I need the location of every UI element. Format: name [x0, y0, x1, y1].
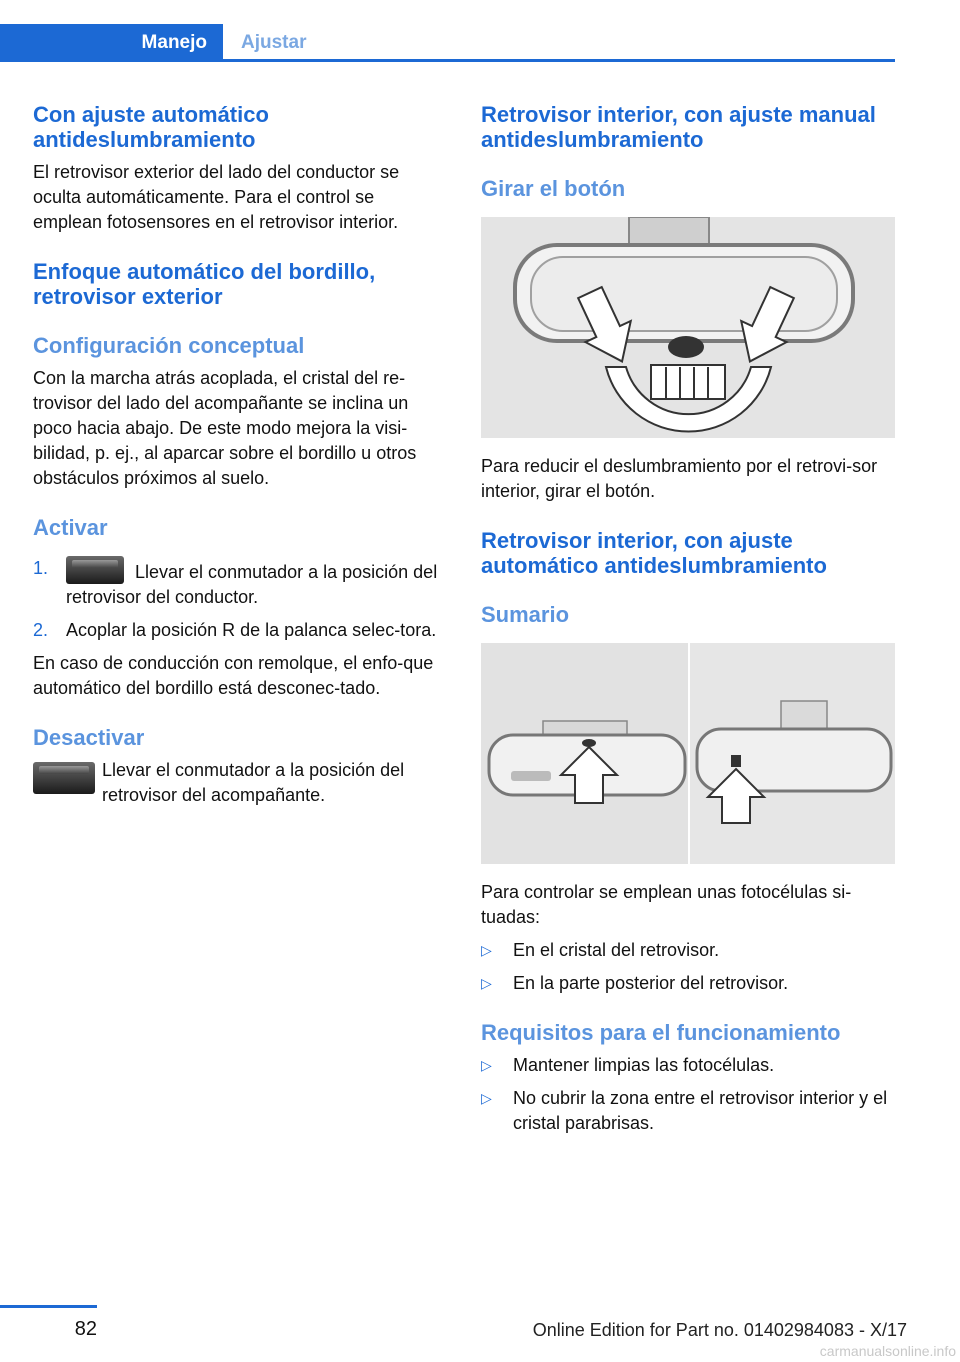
step-text: Llevar el conmutador a la posición del retrovisor del conductor.: [66, 562, 438, 607]
mirror-switch-icon: [33, 762, 95, 794]
heading-requirements: Requisitos para el funcionamiento: [481, 1020, 841, 1045]
requirements-list: [481, 1053, 895, 1136]
list-item: [481, 1053, 895, 1078]
summary-list: [481, 938, 895, 996]
list-item-text: Mantener limpias las fotocélulas.: [513, 1055, 775, 1075]
step-number: 1.: [33, 558, 49, 578]
step-text: Acoplar la posición R de la palanca selec‐tora.: [66, 620, 437, 640]
heading-curb: Enfoque automático del bordillo, retrovisor exterior: [33, 259, 376, 309]
watermark: carmanualsonline.info: [819, 1343, 956, 1359]
triangle-right-icon: ▷: [481, 1090, 492, 1106]
heading-concept: Configuración conceptual: [33, 333, 305, 358]
auto-mirror-illustration: [481, 643, 895, 864]
step-number: 2.: [33, 620, 49, 640]
triangle-right-icon: ▷: [481, 975, 492, 991]
header-tabs: [0, 24, 895, 62]
mirror-switch-icon: [66, 556, 124, 584]
list-item-text: En el cristal del retrovisor.: [513, 940, 720, 960]
para-trailer: En caso de conducción con remolque, el enfo‐que automático del bordillo está desconec‐tado.: [33, 653, 434, 698]
list-item-text: En la parte posterior del retrovisor.: [513, 973, 789, 993]
para-concept: Con la marcha atrás acoplada, el cristal del re‐trovisor del lado del acompañante se inclina un poco hacia abajo. De este modo mejora la visi‐bilidad, p. ej., al aparcar sobre el bordillo u otros obstáculos próximos al suelo.: [33, 368, 417, 488]
list-item-text: No cubrir la zona entre el retrovisor interior y el cristal parabrisas.: [513, 1088, 888, 1133]
para-turn-knob: Para reducir el deslumbramiento por el retrovi‐sor interior, girar el botón.: [481, 456, 878, 501]
para-summary: Para controlar se emplean unas fotocélulas si‐tuadas:: [481, 882, 852, 927]
edition-note: Online Edition for Part no. 01402984083 - X/17: [532, 1320, 907, 1340]
para-deactivate: Llevar el conmutador a la posición del retrovisor del acompañante.: [102, 760, 405, 805]
right-column: [481, 102, 895, 1144]
heading-auto-interior: Retrovisor interior, con ajuste automático antideslumbramiento: [481, 528, 827, 578]
tab-ajustar[interactable]: Ajustar: [241, 32, 307, 53]
triangle-right-icon: ▷: [481, 1057, 492, 1073]
list-item: [481, 938, 895, 963]
list-item: [33, 556, 446, 610]
deactivate-block: [33, 758, 446, 808]
header-rule: [0, 59, 895, 62]
heading-manual-antiglare: Retrovisor interior, con ajuste manual antideslumbramiento: [481, 102, 876, 152]
heading-turn-knob: Girar el botón: [481, 176, 626, 201]
list-item: [481, 1086, 895, 1136]
auto-mirror-figure: [481, 643, 895, 864]
left-column: [33, 102, 446, 808]
heading-auto-antiglare: Con ajuste automático antideslumbramiento: [33, 102, 269, 152]
para-auto-antiglare: El retrovisor exterior del lado del conductor se oculta automáticamente. Para el control se emplean fotosensores en el retrovisor interior.: [33, 162, 400, 232]
heading-deactivate: Desactivar: [33, 725, 145, 750]
footer-rule: [0, 1305, 97, 1308]
heading-activate: Activar: [33, 515, 108, 540]
heading-summary: Sumario: [481, 602, 570, 627]
activate-steps: [33, 556, 446, 643]
manual-mirror-illustration: [481, 217, 895, 438]
list-item: [481, 971, 895, 996]
manual-mirror-figure: [481, 217, 895, 438]
page-number: 82: [74, 1318, 97, 1340]
triangle-right-icon: ▷: [481, 942, 492, 958]
list-item: [33, 618, 446, 643]
tab-manejo[interactable]: Manejo: [0, 24, 223, 62]
